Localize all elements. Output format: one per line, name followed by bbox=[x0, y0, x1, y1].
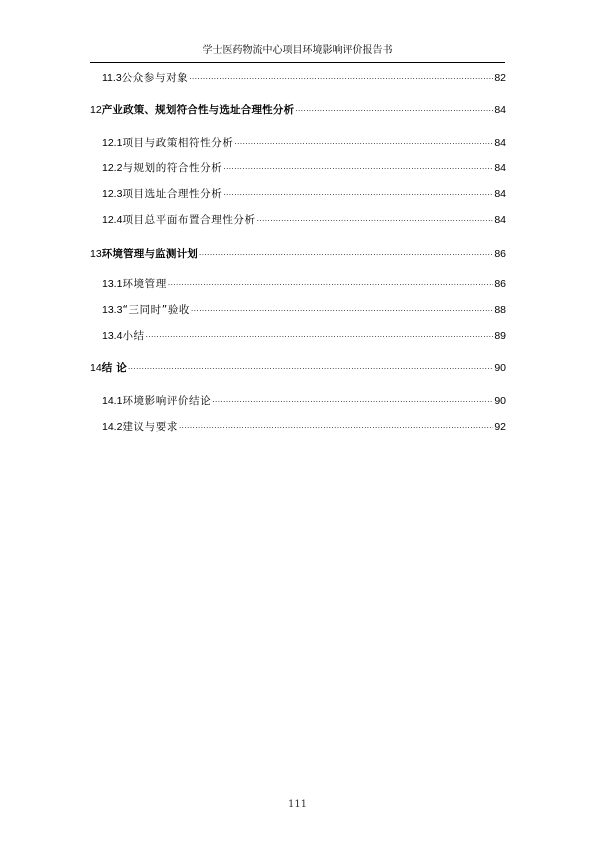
toc-entry[interactable] bbox=[102, 303, 506, 317]
toc-entry-page: 88 bbox=[494, 304, 506, 316]
toc-entry[interactable] bbox=[102, 71, 506, 85]
toc-dot-leader bbox=[199, 246, 493, 260]
toc-entry-page: 82 bbox=[494, 72, 506, 84]
toc-entry-page: 84 bbox=[494, 137, 506, 149]
toc-entry-title: 与规划的符合性分析 bbox=[122, 162, 223, 174]
toc-entry-title: “三同时”验收 bbox=[122, 304, 191, 316]
toc-entry-page: 90 bbox=[494, 395, 506, 407]
toc-entry[interactable] bbox=[102, 277, 506, 291]
toc-entry-title: 公众参与对象 bbox=[121, 72, 189, 84]
toc-entry-page: 86 bbox=[494, 278, 506, 290]
toc-entry-number: 12.3 bbox=[102, 188, 123, 200]
toc-dot-leader bbox=[257, 212, 494, 226]
toc-entry[interactable] bbox=[102, 394, 506, 408]
toc-entry-title: 项目选址合理性分析 bbox=[122, 188, 223, 200]
toc-entry-number: 14 bbox=[90, 362, 102, 374]
toc-entry[interactable] bbox=[102, 329, 506, 343]
toc-entry[interactable] bbox=[102, 420, 506, 434]
toc-entry[interactable] bbox=[102, 213, 506, 227]
toc-entry-title: 项目总平面布置合理性分析 bbox=[122, 214, 256, 226]
page-number: 111 bbox=[287, 799, 308, 810]
toc-dot-leader bbox=[295, 102, 493, 116]
toc-entry-number: 14.2 bbox=[102, 421, 123, 433]
toc-entry-number: 12 bbox=[90, 104, 102, 116]
toc-entry-number: 12.2 bbox=[102, 162, 123, 174]
toc-entry-title: 建议与要求 bbox=[122, 421, 178, 433]
toc-entry-number: 11.3 bbox=[102, 72, 122, 84]
toc-entry-number: 12.4 bbox=[102, 214, 123, 226]
toc-entry-title: 产业政策、规划符合性与选址合理性分析 bbox=[101, 104, 295, 116]
toc-entry-title: 环境影响评价结论 bbox=[122, 395, 212, 407]
toc-dot-leader bbox=[223, 160, 493, 174]
toc-dot-leader bbox=[128, 360, 493, 374]
toc-entry-page: 86 bbox=[494, 248, 506, 260]
toc-entry-page: 84 bbox=[494, 188, 506, 200]
toc-entry-page: 84 bbox=[494, 162, 506, 174]
toc-entry-title: 小结 bbox=[122, 330, 145, 342]
toc-entry-page: 84 bbox=[494, 104, 506, 116]
toc-entry-page: 84 bbox=[494, 214, 506, 226]
toc-entry[interactable] bbox=[90, 103, 506, 117]
toc-dot-leader bbox=[179, 419, 493, 433]
toc-dot-leader bbox=[168, 276, 493, 290]
toc-dot-leader bbox=[212, 393, 493, 407]
toc-entry[interactable] bbox=[90, 361, 506, 375]
toc-dot-leader bbox=[234, 135, 493, 149]
toc-entry-number: 13.1 bbox=[102, 278, 123, 290]
toc-entry-title: 环境管理 bbox=[122, 278, 167, 290]
toc-entry-number: 13 bbox=[90, 248, 102, 260]
toc-entry-page: 89 bbox=[494, 330, 506, 342]
running-header: 学士医药物流中心项目环境影响评价报告书 bbox=[202, 45, 393, 56]
toc-entry-page: 92 bbox=[494, 421, 506, 433]
toc-entry-page: 90 bbox=[494, 362, 506, 374]
toc-dot-leader bbox=[189, 70, 493, 84]
toc-entry-number: 13.4 bbox=[102, 330, 123, 342]
toc-entry-number: 13.3 bbox=[102, 304, 123, 316]
toc-entry[interactable] bbox=[102, 136, 506, 150]
toc-entry-number: 12.1 bbox=[102, 137, 123, 149]
toc-entry[interactable] bbox=[102, 187, 506, 201]
toc-entry[interactable] bbox=[102, 161, 506, 175]
toc-dot-leader bbox=[191, 302, 493, 316]
toc-entry-title: 结 论 bbox=[101, 362, 127, 374]
toc-entry-title: 环境管理与监测计划 bbox=[101, 248, 198, 260]
toc-dot-leader bbox=[146, 328, 494, 342]
toc-entry-number: 14.1 bbox=[102, 395, 123, 407]
toc-entry-title: 项目与政策相符性分析 bbox=[122, 137, 234, 149]
toc-dot-leader bbox=[223, 186, 493, 200]
toc-entry[interactable] bbox=[90, 247, 506, 261]
